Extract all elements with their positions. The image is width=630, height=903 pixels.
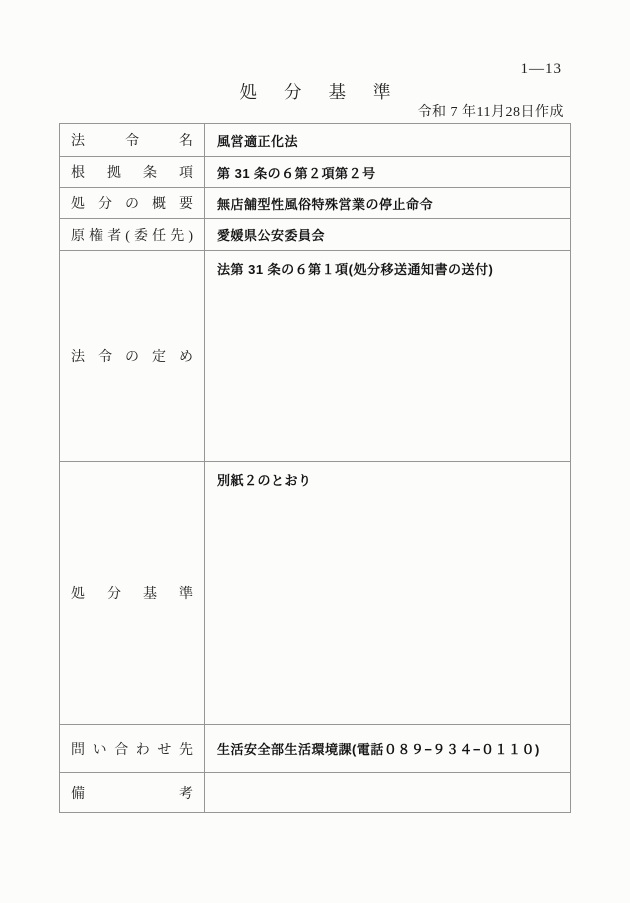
row-value-law-name: 風営適正化法 <box>205 124 571 157</box>
row-value-authority: 愛媛県公安委員会 <box>205 219 571 251</box>
row-value-contact: 生活安全部生活環境課(電話０８９−９３４−０１１０) <box>205 725 571 773</box>
disposition-table <box>59 123 571 813</box>
table-row-disposition-summary <box>60 188 571 219</box>
table-row-contact <box>60 725 571 773</box>
row-label-authority: 原権者(委任先) <box>60 219 205 251</box>
row-label-remarks: 備考 <box>60 773 205 813</box>
row-label-disposition-summary: 処分の概要 <box>60 188 205 219</box>
row-value-disposition-criteria: 別紙２のとおり <box>205 462 571 725</box>
row-label-law-name: 法令名 <box>60 124 205 157</box>
row-label-legal-basis: 根拠条項 <box>60 157 205 188</box>
created-date: 令和 7 年11月28日作成 <box>417 105 564 120</box>
page-number: 1—13 <box>520 61 562 77</box>
table-row-legal-provisions <box>60 251 571 462</box>
row-value-legal-provisions: 法第 31 条の６第１項(処分移送通知書の送付) <box>205 251 571 462</box>
row-value-legal-basis: 第 31 条の６第２項第２号 <box>205 157 571 188</box>
table-row-law-name <box>60 124 571 157</box>
table-row-authority <box>60 219 571 251</box>
row-value-remarks <box>205 773 571 813</box>
table-row-disposition-criteria <box>60 462 571 725</box>
row-value-disposition-summary: 無店舗型性風俗特殊営業の停止命令 <box>205 188 571 219</box>
table-row-remarks <box>60 773 571 813</box>
row-label-legal-provisions: 法令の定め <box>60 251 205 462</box>
row-label-disposition-criteria: 処分基準 <box>60 462 205 725</box>
document-title: 処分基準 <box>239 82 418 102</box>
table-row-legal-basis <box>60 157 571 188</box>
row-label-contact: 問い合わせ先 <box>60 725 205 773</box>
